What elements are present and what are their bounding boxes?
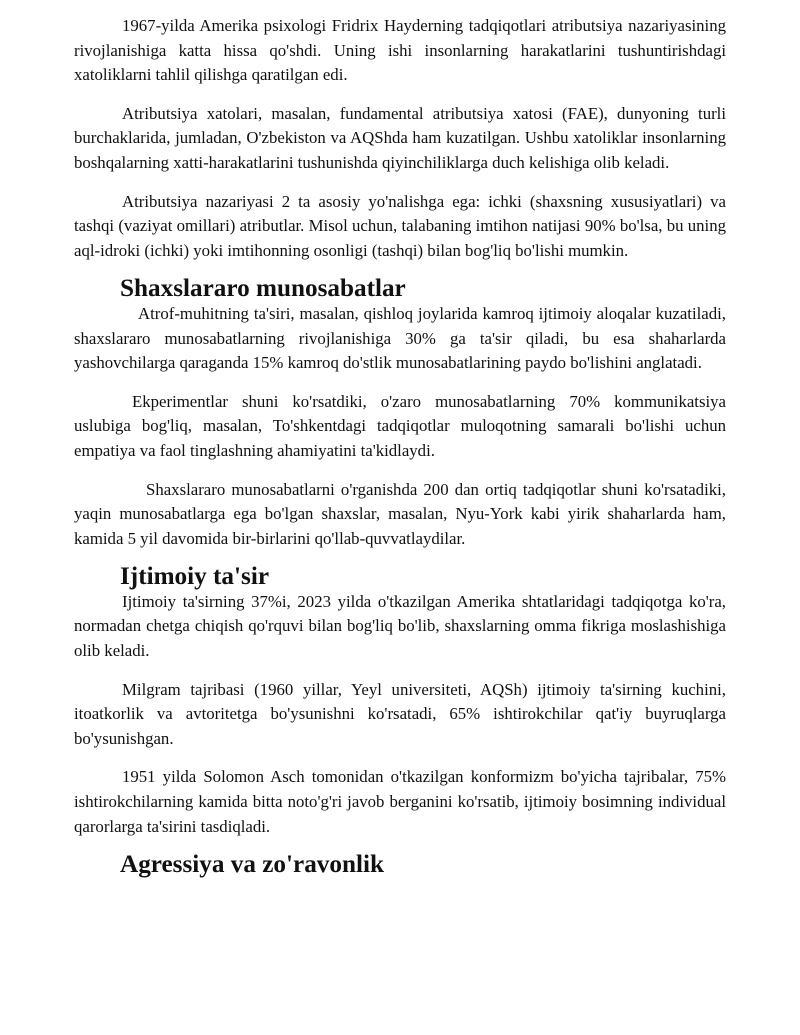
paragraph-milgram-experiment: Milgram tajribasi (1960 yillar, Yeyl universiteti, AQSh) ijtimoiy ta'sirning kuchini, itoatkorlik va avtoritetga bo'ysunishni ko'rsatadi, 65% ishtirokchilar qat'iy buyruqlarga bo'ysunishgan. xyxy=(74,679,726,748)
paragraph-environment-influence: Atrof-muhitning ta'siri, masalan, qishloq joylarida kamroq ijtimoiy aloqalar kuzatiladi, shaxslararo munosabatlarning rivojlanishiga 30% ga ta'sir qiladi, bu esa shaharlarda yashovchilarga qaraganda 15% kamroq do'stlik munosabatlarining paydo bo'lishini anglatadi. xyxy=(74,303,726,373)
paragraph-attribution-directions: Atributsiya nazariyasi 2 ta asosiy yo'nalishga ega: ichki (shaxsning xususiyatlari) va tashqi (vaziyat omillari) atributlar. Misol uchun, talabaning imtihon natijasi 90% bo'lsa, bu uning aql-idroki (ichki) yoki imtihonning osonligi (tashqi) bilan bog'liq bo'lishi mumkin. xyxy=(74,191,726,260)
paragraph-close-relationships: Shaxslararo munosabatlarni o'rganishda 200 dan ortiq tadqiqotlar shuni ko'rsatadiki, yaqin munosabatlarga ega bo'lgan shaxslar, masalan, Nyu-York kabi yirik shaharlarda ham, kamida 5 yil davomida bir-birlarini qo'llab-quvvatlaydilar. xyxy=(74,479,726,548)
paragraph-asch-experiment: 1951 yilda Solomon Asch tomonidan o'tkazilgan konformizm bo'yicha tajribalar, 75% ishtirokchilarning kamida bitta noto'g'ri javob berganini ko'rsatib, ijtimoiy bosimning individual qarorlarga ta'sirini tasdiqladi. xyxy=(74,767,726,836)
paragraph-heider-research: 1967-yilda Amerika psixologi Fridrix Hayderning tadqiqotlari atributsiya nazariyasining rivojlanishiga katta hissa qo'shdi. Uning ishi insonlarning harakatlarini tushuntirishdagi xatoliklarni tahlil qilishga qaratilgan edi. xyxy=(74,16,726,85)
paragraph-social-influence-study: Ijtimoiy ta'sirning 37%i, 2023 yilda o'tkazilgan Amerika shtatlaridagi tadqiqotga ko'ra, normadan chetga chiqish qo'rquvi bilan bog'liq bo'lib, shaxslarning omma fikriga moslashishiga olib keladi. xyxy=(74,591,726,661)
paragraph-attribution-errors: Atributsiya xatolari, masalan, fundamental atributsiya xatosi (FAE), dunyoning turli burchaklarida, jumladan, O'zbekiston va AQShda ham kuzatilgan. Ushbu xatoliklar insonlarning boshqalarning xatti-harakatlarini tushunishda qiyinchiliklarga duch kelishiga olib keladi. xyxy=(74,103,726,172)
document-page xyxy=(74,14,726,878)
section-heading-interpersonal: Shaxslararo munosabatlar xyxy=(120,275,406,303)
section-heading-social-influence: Ijtimoiy ta'sir xyxy=(120,563,269,591)
paragraph-experiments-communication: Ekperimentlar shuni ko'rsatdiki, o'zaro munosabatlarning 70% kommunikatsiya uslubiga bog'liq, masalan, To'shkentdagi tadqiqotlar muloqotning samarali bo'lishi uchun empatiya va faol tinglashning ahamiyatini ta'kidlaydi. xyxy=(74,391,726,460)
section-heading-aggression: Agressiya va zo'ravonlik xyxy=(120,851,385,879)
